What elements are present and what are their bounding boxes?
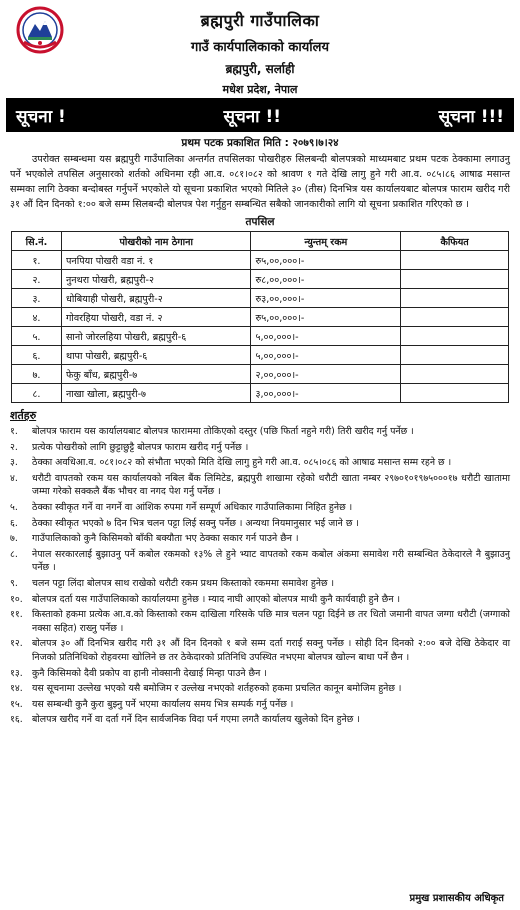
cell-name: नाखा खोला, ब्रह्मपुरी-७ <box>61 384 251 403</box>
term-text: प्रत्येक पोखरीको लागि छुट्टाछुट्टै बोलपत्र फाराम खरीद गर्नु पर्नेछ । <box>32 441 249 453</box>
cell-amount: ५,००,०००।- <box>251 327 401 346</box>
table-row <box>12 251 509 270</box>
cell-remarks <box>401 251 509 270</box>
term-number: ७. <box>10 533 18 545</box>
term-item <box>10 682 510 696</box>
term-text: किस्ताको हकमा प्रत्येक आ.व.को किस्ताको रकम दाखिला गरिसके पछि मात्र चलन पट्टा दिईने छ तर धितो जमानी वापत जग्गा धरौटी (जग्गाको नक्सा सहित) राख्नु पर्नेछ । <box>32 609 510 634</box>
term-text: ठेक्का स्वीकृत भएको ७ दिन भित्र चलन पट्टा लिई सक्नु पर्नेछ । अन्यथा नियमानुसार भई जाने छ । <box>32 517 359 529</box>
term-number: ८. <box>10 548 18 560</box>
cell-name: थापा पोखरी, ब्रह्मपुरी-६ <box>61 346 251 365</box>
cell-remarks <box>401 384 509 403</box>
signatory: प्रमुख प्रशासकीय अधिकृत <box>409 893 504 904</box>
nepal-emblem-icon <box>16 6 64 54</box>
intro-paragraph: उपरोक्त सम्बन्धमा यस ब्रह्मपुरी गाउँपालिका अन्तर्गत तपसिलका पोखरीहरु सिलबन्दी बोलपत्रको माध्यमबाट प्रथम पटक ठेक्कामा लगाउनु पर्ने भएकोले तपसिल अनुसारको शर्तको अधिनमा रही आ.व. ०८१।०८२ को श्रावण १ गते देखि लागु हुने गरी आ.व. ०८५।८६ आषाढ मसान्त सम्मका लागि ठेक्का बन्दोबस्त गर्नुपर्ने भएकोले यो सूचना प्रकाशित भएको मितिले ३० (तीस) दिनभित्र यस कार्यालयबाट बोलपत्र फाराम खरीद गरी ३१ औं दिन दिनको १:०० बजे सम्म सिलबन्दी बोलपत्र पेश गर्नुहुन सम्बन्धित सबैको जानकारीको लागि यो सूचना प्रकाशित गरिएको छ । <box>10 154 510 210</box>
col-header-sn: सि.नं. <box>12 232 62 251</box>
cell-name: पनपिया पोखरी वडा नं. १ <box>61 251 251 270</box>
table-row <box>12 270 509 289</box>
term-number: ६. <box>10 517 18 529</box>
table-row <box>12 365 509 384</box>
publication-date: प्रथम पटक प्रकाशित मिति : २०७९।७।२४ <box>181 137 339 149</box>
col-header-amount: न्युन्तम् रकम <box>251 232 401 251</box>
term-number: ११. <box>10 609 23 621</box>
term-number: ३. <box>10 457 18 469</box>
cell-amount: ५,००,०००।- <box>251 346 401 365</box>
term-number: ४. <box>10 472 18 484</box>
term-item <box>10 441 510 455</box>
term-text: धरौटी वापतको रकम यस कार्यालयको नबिल बैंक लिमिटेड, ब्रह्मपुरी शाखामा रहेको धरौटी खाता नम्बर २९७०१०१९७५०००१७ धरौटी खातामा जम्मा गरेको सक्कलै बैंक भौचर वा नगद पेश गर्नु पर्नेछ । <box>32 472 510 498</box>
cell-amount: २,००,०००।- <box>251 365 401 384</box>
term-item <box>10 698 510 712</box>
term-item <box>10 667 510 681</box>
term-item <box>10 577 510 591</box>
col-header-remarks: कैफियत <box>401 232 509 251</box>
table-header-row <box>12 232 509 251</box>
cell-amount: रु८,००,०००।- <box>251 270 401 289</box>
term-text: चलन पट्टा लिंदा बोलपत्र साथ राखेको धरौटी रकम प्रथम किस्ताको रकममा समावेश हुनेछ । <box>32 577 335 589</box>
header <box>6 0 514 98</box>
cell-sn: ३. <box>12 289 62 308</box>
term-number: १. <box>10 426 18 437</box>
terms-heading: शर्तहरु <box>10 409 37 422</box>
cell-remarks <box>401 308 509 327</box>
municipality-title: ब्रह्मपुरी गाउँपालिका <box>200 11 320 30</box>
cell-amount: ३,००,०००।- <box>251 384 401 403</box>
cell-remarks <box>401 270 509 289</box>
col-header-name: पोखरीको नाम ठेगाना <box>61 232 251 251</box>
term-item <box>10 456 510 470</box>
term-number: १०. <box>10 593 23 605</box>
banner-label-3: सूचना !!! <box>438 106 504 127</box>
cell-sn: ७. <box>12 365 62 384</box>
cell-sn: ८. <box>12 384 62 403</box>
term-number: ९. <box>10 577 18 589</box>
term-number: १५. <box>10 698 23 710</box>
term-text: ठेक्का स्वीकृत गर्ने वा नगर्ने वा आंशिक रुपमा गर्ने सम्पूर्ण अधिकार गाउँपालिकामा निहित हुनेछ । <box>32 501 353 513</box>
table-row <box>12 384 509 403</box>
table-row <box>12 327 509 346</box>
term-item <box>10 593 510 607</box>
term-text: बोलपत्र फाराम यस कार्यालयबाट बोलपत्र फाराममा तोकिएको दस्तुर (पछि फिर्ता नहुने गरी) तिरी खरीद गर्नु पर्नेछ । <box>32 426 414 437</box>
cell-name: फेकु बाँध, ब्रह्मपुरी-७ <box>61 365 251 384</box>
term-text: ठेक्का अवधिआ.व. ०८१।०८२ को संभौता भएको मिति देखि लागु हुने गरी आ.व. ०८५।०८६ को आषाढ मसान्त सम्म रहने छ । <box>32 457 452 469</box>
term-text: यस सूचनामा उल्लेख भएको यसै बमोजिम र उल्लेख नभएको शर्तहरुको हकमा प्रचलित कानून बमोजिम हुनेछ । <box>32 683 402 695</box>
cell-name: धोबियाही पोखरी, ब्रह्मपुरी-२ <box>61 289 251 308</box>
cell-sn: ४. <box>12 308 62 327</box>
cell-sn: २. <box>12 270 62 289</box>
term-text: यस सम्बन्धी कुनै कुरा बुझ्नु पर्ने भएमा कार्यालय समय भित्र सम्पर्क गर्नु पर्नेछ । <box>32 698 294 710</box>
table-row <box>12 308 509 327</box>
banner-label-1: सूचना ! <box>16 106 66 127</box>
term-text: बोलपत्र ३० औं दिनभित्र खरीद गरी ३१ औं दिन दिनको १ बजे सम्म दर्ता गराई सक्नु पर्नेछ । सोही दिन दिनको २:०० बजे देखि ठेकेदार वा निजको प्रतिनिधिको रोहवरमा खोलिने छ तर ठेकेदारको प्रतिनिधि उपस्थित नभएमा बोलपत्र खोल्न बाधा पर्ने छैन । <box>32 638 510 663</box>
term-number: १४. <box>10 683 23 695</box>
table-row <box>12 289 509 308</box>
term-item <box>10 425 510 439</box>
term-text: गाउँपालिकाको कुनै किसिमको बाँकी बक्यौता भए ठेक्का सकार गर्न पाउने छैन । <box>32 533 299 545</box>
term-number: १२. <box>10 638 23 650</box>
term-item <box>10 532 510 546</box>
cell-remarks <box>401 327 509 346</box>
cell-remarks <box>401 346 509 365</box>
term-item <box>10 548 510 575</box>
term-item <box>10 501 510 515</box>
term-number: ५. <box>10 501 18 513</box>
cell-name: नुनथरा पोखरी, ब्रह्मपुरी-२ <box>61 270 251 289</box>
cell-amount: रु५,००,०००।- <box>251 308 401 327</box>
province: मधेश प्रदेश, नेपाल <box>222 83 298 96</box>
cell-name: सानो जोरलहिया पोखरी, ब्रह्मपुरी-६ <box>61 327 251 346</box>
banner-label-2: सूचना !! <box>223 106 282 127</box>
terms-list <box>6 425 514 727</box>
location: ब्रह्मपुरी, सर्लाही <box>225 62 295 76</box>
term-text: नेपाल सरकारलाई बुझाउनु पर्ने कबोल रकमको १३% ले हुने भ्याट वापतको रकम कबोल अंकमा समावेश गरी सम्बन्धित ठेकेदारले नै बुझाउनु पर्नेछ । <box>32 548 510 574</box>
cell-name: गोवरहिया पोखरी, वडा नं. २ <box>61 308 251 327</box>
cell-remarks <box>401 365 509 384</box>
office-title: गाउँ कार्यपालिकाको कार्यालय <box>191 40 329 55</box>
term-item <box>10 637 510 664</box>
cell-sn: ६. <box>12 346 62 365</box>
term-item <box>10 517 510 531</box>
term-item <box>10 713 510 727</box>
notice-banner <box>6 98 514 132</box>
cell-sn: ५. <box>12 327 62 346</box>
term-text: बोलपत्र दर्ता यस गाउँपालिकाको कार्यालयमा हुनेछ । म्याद नाघी आएको बोलपत्र माथी कुनै कार्यवाही हुने छैन । <box>32 593 401 605</box>
term-number: १३. <box>10 667 23 679</box>
cell-remarks <box>401 289 509 308</box>
term-number: २. <box>10 441 18 453</box>
term-number: १६. <box>10 714 23 726</box>
cell-amount: रु५,००,०००।- <box>251 251 401 270</box>
pond-table <box>11 231 509 403</box>
term-text: कुनै किसिमको दैवी प्रकोप वा हानी नोक्सानी देखाई मिन्हा पाउने छैन । <box>32 667 267 679</box>
table-row <box>12 346 509 365</box>
cell-amount: रु३,००,०००।- <box>251 289 401 308</box>
term-item <box>10 472 510 499</box>
term-item <box>10 608 510 635</box>
term-text: बोलपत्र खरीद गर्ने वा दर्ता गर्ने दिन सार्वजनिक विदा पर्न गएमा लगतै कार्यालय खुलेको दिन हुनेछ । <box>32 714 360 726</box>
table-title: तपसिल <box>245 216 275 228</box>
cell-sn: १. <box>12 251 62 270</box>
